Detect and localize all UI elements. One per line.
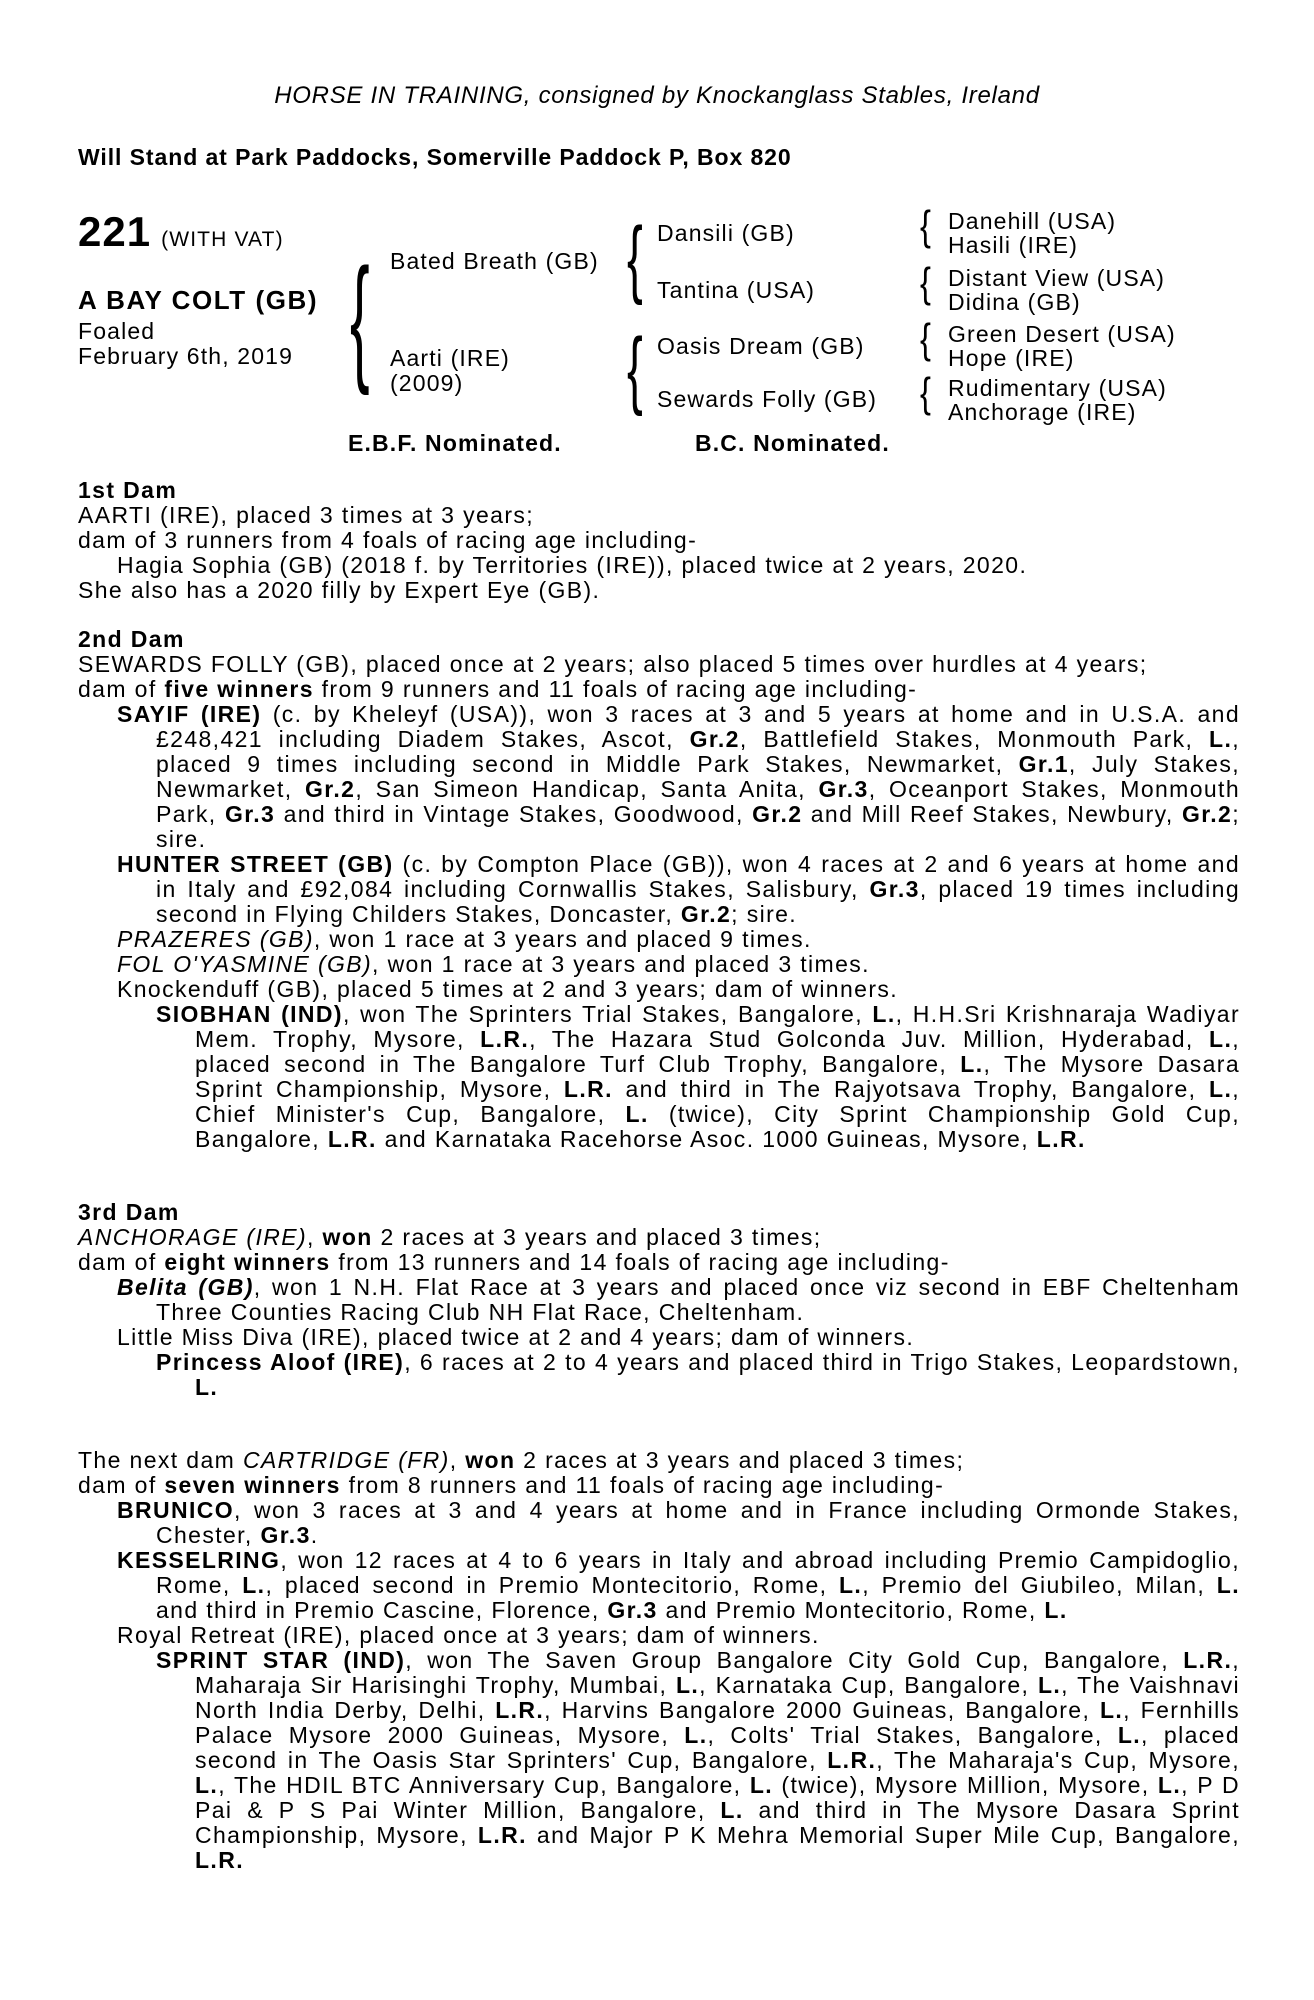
- pedigree-dam-sire-sire: Green Desert (USA): [948, 321, 1176, 347]
- text-run: ANCHORAGE (IRE): [78, 1224, 307, 1250]
- text-run: , placed second in Premio Montecitorio, Rome,: [265, 1572, 839, 1598]
- text-run: , placed second in The Bangalore Turf Club Trophy, Bangalore,: [195, 1026, 1240, 1077]
- text-run: , July Stakes, Newmarket,: [156, 751, 1240, 802]
- brace-icon: {: [627, 321, 644, 417]
- text-run: HUNTER STREET (GB): [117, 851, 394, 877]
- text-run: L.R.: [495, 1697, 545, 1723]
- text-run: L.: [1099, 1697, 1124, 1723]
- text-run: and Premio Montecitorio, Rome,: [657, 1597, 1045, 1623]
- text-run: , The Maharaja's Cup, Mysore,: [876, 1747, 1240, 1773]
- text-run: from 9 runners and 11 foals of racing age including-: [313, 676, 918, 702]
- brace-icon: {: [920, 202, 932, 249]
- text-run: L.R.: [827, 1747, 877, 1773]
- text-run: L.: [1216, 1572, 1240, 1598]
- text-run: Gr.3: [260, 1522, 311, 1548]
- section-heading: 2nd Dam: [78, 626, 185, 652]
- pedigree-dam: Aarti (IRE): [390, 345, 510, 371]
- text-run: , placed second in The Oasis Star Sprinters' Cup, Bangalore,: [195, 1722, 1240, 1773]
- text-run: , won 1 race at 3 years and placed 9 times.: [313, 926, 812, 952]
- text-run: from 8 runners and 11 foals of racing age including-: [340, 1472, 945, 1498]
- text-run: and third in Vintage Stakes, Goodwood,: [275, 801, 753, 827]
- text-run: L.: [625, 1101, 649, 1127]
- text-run: and third in Premio Cascine, Florence,: [156, 1597, 608, 1623]
- pedigree-paragraph: [78, 1473, 1240, 1498]
- pedigree-sire-sire-sire: Danehill (USA): [948, 208, 1117, 234]
- text-run: Hagia Sophia (GB) (2018 f. by Territories (IRE)), placed twice at 2 years, 2020.: [117, 552, 1028, 578]
- pedigree-paragraph: [78, 578, 1240, 603]
- text-run: eight winners: [164, 1249, 331, 1275]
- dam-section: [78, 1200, 1240, 1400]
- lot-vat-note: (WITH VAT): [161, 228, 284, 251]
- text-run: Gr.3: [869, 876, 920, 902]
- text-run: , The Mysore Dasara Sprint Championship, Mysore,: [195, 1051, 1241, 1102]
- text-run: (twice), City Sprint Championship Gold Cup, Bangalore,: [195, 1101, 1240, 1152]
- text-run: L.: [1037, 1672, 1062, 1698]
- text-run: CARTRIDGE (FR): [242, 1447, 450, 1473]
- text-run: L.R.: [327, 1126, 377, 1152]
- text-run: L.: [1209, 726, 1233, 752]
- text-run: ,: [449, 1447, 466, 1473]
- pedigree-paragraph: [78, 677, 1240, 702]
- text-run: , Chief Minister's Cup, Bangalore,: [195, 1076, 1240, 1127]
- text-run: Gr.2: [752, 801, 803, 827]
- text-run: SEWARDS FOLLY (GB), placed once at 2 years; also placed 5 times over hurdles at 4 years;: [78, 651, 1148, 677]
- text-run: SAYIF (IRE): [117, 701, 262, 727]
- pedigree-paragraph: [78, 1350, 1240, 1400]
- text-run: BRUNICO: [117, 1497, 234, 1523]
- text-run: , Colts' Trial Stakes, Bangalore,: [707, 1722, 1118, 1748]
- brace-icon: {: [350, 239, 371, 396]
- text-run: L.: [1044, 1597, 1068, 1623]
- pedigree-sire-dam: Tantina (USA): [657, 277, 816, 303]
- text-run: Little Miss Diva (IRE), placed twice at 2 and 4 years; dam of winners.: [117, 1324, 915, 1350]
- text-run: , Premio del Giubileo, Milan,: [862, 1572, 1217, 1598]
- pedigree-paragraph: [78, 1250, 1240, 1275]
- brace-icon: {: [920, 369, 932, 416]
- text-run: SPRINT STAR (IND): [156, 1647, 406, 1673]
- text-run: ,: [307, 1224, 323, 1250]
- brace-icon: {: [920, 259, 932, 306]
- text-run: Belita (GB): [117, 1274, 254, 1300]
- text-run: , The HDIL BTC Anniversary Cup, Bangalore,: [218, 1772, 750, 1798]
- text-run: , won The Sprinters Trial Stakes, Bangalore,: [342, 1001, 873, 1027]
- text-run: 2 races at 3 years and placed 3 times;: [515, 1447, 965, 1473]
- lot-title: A BAY COLT (GB): [78, 285, 319, 315]
- text-run: , won The Saven Group Bangalore City Gold Cup, Bangalore,: [405, 1647, 1184, 1673]
- text-run: seven winners: [164, 1472, 341, 1498]
- text-run: dam of: [78, 1249, 165, 1275]
- text-run: dam of 3 runners from 4 foals of racing age including-: [78, 527, 698, 553]
- text-run: five winners: [164, 676, 314, 702]
- text-run: , placed 9 times including second in Middle Park Stakes, Newmarket,: [156, 726, 1240, 777]
- text-run: won: [322, 1224, 373, 1250]
- text-run: (c. by Kheleyf (USA)), won 3 races at 3 and 5 years at home and in U.S.A. and £248,421 including Diadem Stakes, Ascot,: [156, 701, 1240, 752]
- pedigree-paragraph: [78, 852, 1240, 927]
- lot-line: [78, 208, 284, 256]
- foaled-date: February 6th, 2019: [78, 343, 294, 369]
- dam-section: [78, 478, 1240, 603]
- text-run: Gr.2: [305, 776, 356, 802]
- text-run: The next dam: [78, 1447, 243, 1473]
- pedigree-paragraph: [78, 553, 1240, 578]
- text-run: , San Simeon Handicap, Santa Anita,: [355, 776, 819, 802]
- section-heading: 1st Dam: [78, 477, 178, 503]
- text-run: L.R.: [195, 1847, 244, 1873]
- pedigree-dam-sire-dam: Hope (IRE): [948, 345, 1075, 371]
- text-run: , The Vaishnavi North India Derby, Delhi,: [195, 1672, 1240, 1723]
- text-run: , won 12 races at 4 to 6 years in Italy and abroad including Premio Campidoglio, Rome,: [156, 1547, 1240, 1598]
- pedigree-dam-dam-dam: Anchorage (IRE): [948, 399, 1137, 425]
- text-run: L.: [195, 1374, 219, 1400]
- text-run: , Fernhills Palace Mysore 2000 Guineas, Mysore,: [195, 1697, 1240, 1748]
- text-run: , Battlefield Stakes, Monmouth Park,: [739, 726, 1210, 752]
- text-run: L.: [749, 1772, 774, 1798]
- pedigree-sire-dam-sire: Distant View (USA): [948, 265, 1166, 291]
- text-run: KESSELRING: [117, 1547, 281, 1573]
- text-run: from 13 runners and 14 foals of racing age including-: [330, 1249, 950, 1275]
- pedigree-sire-dam-dam: Didina (GB): [948, 289, 1081, 315]
- text-run: AARTI (IRE), placed 3 times at 3 years;: [78, 502, 535, 528]
- text-run: .: [310, 1522, 319, 1548]
- ebf-nominated-note: E.B.F. Nominated.: [348, 430, 562, 456]
- text-run: L.: [960, 1051, 984, 1077]
- text-run: L.R.: [1183, 1647, 1233, 1673]
- text-run: Gr.2: [1181, 801, 1233, 827]
- text-run: L.: [839, 1572, 863, 1598]
- text-run: , P D Pai & P S Pai Winter Million, Bangalore,: [195, 1772, 1240, 1823]
- text-run: L.R.: [480, 1026, 530, 1052]
- text-run: (c. by Compton Place (GB)), won 4 races at 2 and 6 years at home and in Italy and £92,084 including Cornwallis Stakes, Salisbury,: [156, 851, 1241, 902]
- pedigree-sire-sire-dam: Hasili (IRE): [948, 232, 1079, 258]
- pedigree-dam-dam: Sewards Folly (GB): [657, 386, 878, 412]
- pedigree-paragraph: [78, 1498, 1240, 1548]
- text-run: Gr.2: [689, 726, 740, 752]
- stand-location: Will Stand at Park Paddocks, Somerville Paddock P, Box 820: [78, 144, 792, 170]
- pedigree-paragraph: [78, 1002, 1240, 1152]
- pedigree-paragraph: [78, 1225, 1240, 1250]
- text-run: , 6 races at 2 to 4 years and placed third in Trigo Stakes, Leopardstown,: [404, 1349, 1241, 1375]
- lineage-sections: [78, 478, 1240, 1873]
- text-run: , placed 19 times including second in Flying Childers Stakes, Doncaster,: [156, 876, 1241, 927]
- text-run: dam of: [78, 1472, 165, 1498]
- text-run: FOL O'YASMINE (GB): [117, 951, 373, 977]
- pedigree-paragraph: [78, 1648, 1240, 1873]
- text-run: and Major P K Mehra Memorial Super Mile Cup, Bangalore,: [526, 1822, 1240, 1848]
- pedigree-dam-dam-sire: Rudimentary (USA): [948, 375, 1167, 401]
- text-run: PRAZERES (GB): [117, 926, 314, 952]
- section-heading: 3rd Dam: [78, 1199, 180, 1225]
- dam-section: [78, 1448, 1240, 1873]
- text-run: dam of: [78, 676, 165, 702]
- pedigree-paragraph: [78, 528, 1240, 553]
- text-run: , The Hazara Stud Golconda Juv. Million, Hyderabad,: [529, 1026, 1210, 1052]
- text-run: , Harvins Bangalore 2000 Guineas, Bangalore,: [544, 1697, 1100, 1723]
- text-run: SIOBHAN (IND): [156, 1001, 343, 1027]
- pedigree-sire: Bated Breath (GB): [390, 248, 599, 274]
- text-run: Knockenduff (GB), placed 5 times at 2 and 3 years; dam of winners.: [117, 976, 899, 1002]
- text-run: Gr.3: [818, 776, 869, 802]
- lot-number: 221: [78, 208, 152, 255]
- pedigree-paragraph: [78, 652, 1240, 677]
- text-run: L.: [1209, 1076, 1233, 1102]
- text-run: She also has a 2020 filly by Expert Eye (GB).: [78, 577, 601, 603]
- pedigree-sire-sire: Dansili (GB): [657, 220, 795, 246]
- pedigree-paragraph: [78, 1448, 1240, 1473]
- pedigree-dam-sire: Oasis Dream (GB): [657, 333, 865, 359]
- text-run: L.: [1209, 1026, 1233, 1052]
- pedigree-paragraph: [78, 503, 1240, 528]
- text-run: L.: [720, 1797, 744, 1823]
- brace-icon: {: [627, 210, 644, 306]
- text-run: and third in The Rajyotsava Trophy, Bangalore,: [612, 1076, 1210, 1102]
- text-run: , Oceanport Stakes, Monmouth Park,: [156, 776, 1240, 827]
- pedigree-paragraph: [78, 927, 1240, 952]
- consignment-header: HORSE IN TRAINING, consigned by Knockanglass Stables, Ireland: [274, 82, 1040, 109]
- pedigree-chart: [78, 190, 1240, 470]
- dam-section: [78, 627, 1240, 1152]
- text-run: , won 1 race at 3 years and placed 3 times.: [372, 951, 870, 977]
- text-run: won: [465, 1447, 516, 1473]
- pedigree-paragraph: [78, 702, 1240, 852]
- text-run: Royal Retreat (IRE), placed once at 3 years; dam of winners.: [117, 1622, 820, 1648]
- pedigree-paragraph: [78, 1325, 1240, 1350]
- text-run: L.R.: [1036, 1126, 1086, 1152]
- text-run: , won 3 races at 3 and 4 years at home and in France including Ormonde Stakes, Chester,: [156, 1497, 1240, 1548]
- bc-nominated-note: B.C. Nominated.: [695, 430, 890, 456]
- pedigree-paragraph: [78, 1548, 1240, 1623]
- foaled-label: Foaled: [78, 318, 156, 344]
- text-run: , H.H.Sri Krishnaraja Wadiyar Mem. Trophy, Mysore,: [195, 1001, 1240, 1052]
- text-run: Gr.2: [680, 901, 732, 927]
- pedigree-paragraph: [78, 952, 1240, 977]
- text-run: Gr.1: [1018, 751, 1069, 777]
- text-run: and third in The Mysore Dasara Sprint Championship, Mysore,: [195, 1797, 1240, 1848]
- text-run: (twice), Mysore Million, Mysore,: [773, 1772, 1158, 1798]
- pedigree-dam-year: (2009): [390, 370, 464, 396]
- text-run: L.: [1117, 1722, 1142, 1748]
- text-run: L.: [242, 1572, 266, 1598]
- text-run: L.: [195, 1772, 219, 1798]
- text-run: and Mill Reef Stakes, Newbury,: [802, 801, 1182, 827]
- text-run: 2 races at 3 years and placed 3 times;: [372, 1224, 822, 1250]
- pedigree-paragraph: [78, 1623, 1240, 1648]
- text-run: L.: [872, 1001, 896, 1027]
- text-run: , Maharaja Sir Harisinghi Trophy, Mumbai,: [195, 1647, 1240, 1698]
- text-run: Gr.3: [224, 801, 276, 827]
- text-run: , won 1 N.H. Flat Race at 3 years and placed once viz second in EBF Cheltenham Three Counties Racing Club NH Flat Race, Cheltenham.: [156, 1274, 1240, 1325]
- text-run: Princess Aloof (IRE): [156, 1349, 405, 1375]
- text-run: L.: [684, 1722, 708, 1748]
- pedigree-paragraph: [78, 1275, 1240, 1325]
- text-run: L.: [1157, 1772, 1182, 1798]
- text-run: ; sire.: [731, 901, 798, 927]
- brace-icon: {: [920, 315, 932, 362]
- text-run: ; sire.: [156, 801, 1240, 852]
- text-run: and Karnataka Racehorse Asoc. 1000 Guineas, Mysore,: [376, 1126, 1037, 1152]
- text-run: , Karnataka Cup, Bangalore,: [699, 1672, 1038, 1698]
- text-run: L.: [675, 1672, 700, 1698]
- text-run: L.R.: [477, 1822, 527, 1848]
- pedigree-paragraph: [78, 977, 1240, 1002]
- text-run: Gr.3: [607, 1597, 658, 1623]
- text-run: L.R.: [563, 1076, 613, 1102]
